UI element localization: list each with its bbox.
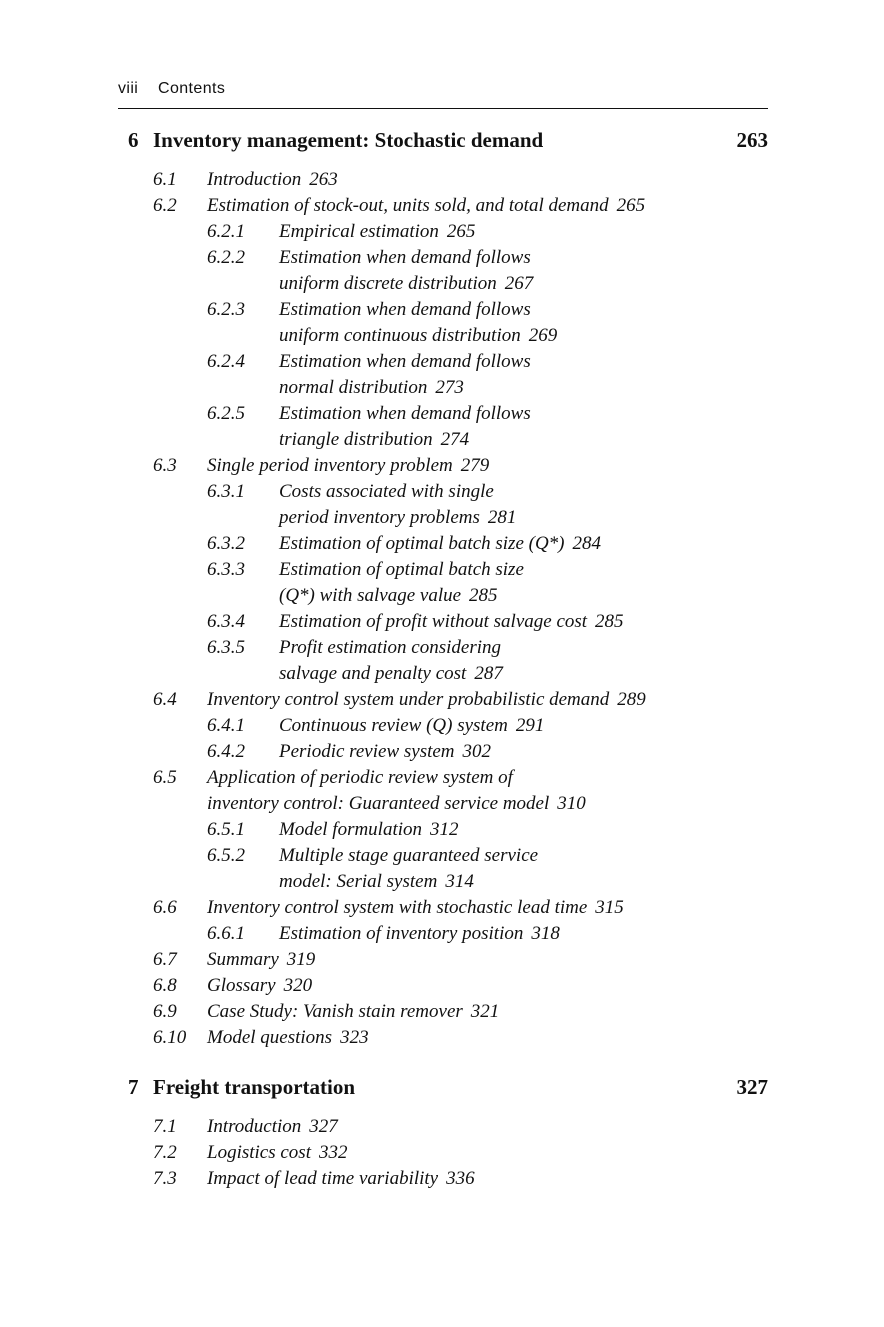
- entry-number: 6.3.2: [207, 533, 245, 554]
- entry-page: 310: [557, 793, 586, 814]
- toc-subentry[interactable]: [207, 219, 245, 245]
- entry-page: 289: [617, 689, 646, 710]
- entry-page: 327: [309, 1116, 338, 1137]
- toc-subentry-title[interactable]: Estimation when demand follows: [279, 299, 531, 320]
- entry-page: 302: [462, 741, 492, 762]
- entry-number: 6.3.5: [207, 637, 245, 658]
- toc-entry-title[interactable]: Estimation of stock-out, units sold, and total demand 265: [207, 195, 646, 216]
- entry-number: 6.3.3: [207, 559, 245, 580]
- chapter-page: 263: [736, 128, 768, 152]
- toc-subentry-title[interactable]: Estimation of profit without salvage cost 285: [279, 611, 624, 632]
- entry-page: 314: [445, 871, 474, 892]
- toc-subentry-title[interactable]: Estimation when demand follows: [279, 403, 531, 424]
- entry-page: 263: [309, 169, 338, 190]
- entry-page: 281: [487, 507, 517, 528]
- entry-page: 285: [595, 611, 624, 632]
- toc-entry-title[interactable]: Impact of lead time variability 336: [207, 1168, 475, 1189]
- entry-page: 315: [595, 897, 624, 918]
- entry-number: 7.3: [153, 1168, 177, 1189]
- entry-page: 319: [286, 949, 316, 970]
- entry-page: 265: [446, 221, 476, 242]
- entry-number: 6.1: [153, 169, 177, 190]
- entry-number: 6.2.2: [207, 247, 245, 268]
- running-head-label: Contents: [158, 80, 226, 97]
- chapter-title: Freight transportation: [153, 1075, 356, 1099]
- entry-page: 320: [283, 975, 313, 996]
- toc-entry[interactable]: [153, 1025, 186, 1051]
- entry-page: 336: [446, 1168, 475, 1189]
- toc-subentry-title[interactable]: Costs associated with single: [279, 481, 494, 502]
- entry-number: 6.2: [153, 195, 177, 216]
- toc-entry-title[interactable]: Application of periodic review system of: [207, 767, 513, 788]
- toc-subentry-title[interactable]: Profit estimation considering: [279, 637, 502, 658]
- entry-number: 6.10: [153, 1027, 187, 1048]
- entry-number: 6.2.5: [207, 403, 245, 424]
- toc-subentry-continuation[interactable]: (Q*) with salvage value 285: [279, 585, 498, 606]
- entry-number: 7.2: [153, 1142, 177, 1163]
- toc-entry-title[interactable]: Introduction 263: [207, 169, 338, 190]
- chapter-number: 7: [128, 1075, 139, 1099]
- entry-number: 6.5.1: [207, 819, 245, 840]
- entry-page: 274: [440, 429, 470, 450]
- entry-page: 265: [616, 195, 646, 216]
- entry-number: 6.4.2: [207, 741, 245, 762]
- entry-page: 279: [460, 455, 490, 476]
- toc-subentry[interactable]: [207, 739, 245, 765]
- toc-entry-title[interactable]: Inventory control system under probabilistic demand 289: [207, 689, 646, 710]
- entry-page: 267: [504, 273, 534, 294]
- toc-entry-title[interactable]: Case Study: Vanish stain remover 321: [207, 1001, 500, 1022]
- entry-page: 284: [572, 533, 602, 554]
- entry-number: 6.8: [153, 975, 177, 996]
- entry-number: 6.3: [153, 455, 177, 476]
- toc-subentry-continuation[interactable]: model: Serial system 314: [279, 871, 474, 892]
- toc-subentry[interactable]: [207, 349, 245, 375]
- entry-number: 6.2.3: [207, 299, 245, 320]
- toc-subentry-title[interactable]: Estimation when demand follows: [279, 247, 531, 268]
- entry-number: 6.6.1: [207, 923, 245, 944]
- entry-number: 6.7: [153, 949, 177, 970]
- toc-entry[interactable]: [153, 193, 177, 219]
- toc-subentry-title[interactable]: Estimation of inventory position 318: [279, 923, 560, 944]
- toc-entry-continuation[interactable]: inventory control: Guaranteed service model 310: [207, 793, 586, 814]
- toc-subentry-title[interactable]: Estimation of optimal batch size (Q*) 284: [279, 533, 602, 554]
- toc-entry-title[interactable]: Summary 319: [207, 949, 316, 970]
- toc-subentry-continuation[interactable]: normal distribution 273: [279, 377, 464, 398]
- entry-number: 6.6: [153, 897, 177, 918]
- entry-page: 321: [470, 1001, 500, 1022]
- entry-page: 269: [528, 325, 558, 346]
- toc-entry[interactable]: [153, 167, 177, 193]
- toc-entry[interactable]: [153, 895, 177, 921]
- toc-entry[interactable]: [153, 1114, 177, 1140]
- toc-subentry[interactable]: [207, 609, 245, 635]
- toc-subentry[interactable]: [207, 401, 245, 427]
- toc-subentry-continuation[interactable]: uniform discrete distribution 267: [279, 273, 534, 294]
- toc-entry-title[interactable]: Single period inventory problem 279: [207, 455, 490, 476]
- entry-page: 285: [469, 585, 498, 606]
- chapter-page: 327: [736, 1075, 768, 1099]
- toc-subentry-continuation[interactable]: uniform continuous distribution 269: [279, 325, 558, 346]
- toc-subentry[interactable]: [207, 843, 245, 869]
- entry-page: 312: [430, 819, 459, 840]
- toc-entry-title[interactable]: Glossary 320: [207, 975, 313, 996]
- entry-page: 332: [318, 1142, 348, 1163]
- toc-entry[interactable]: [153, 765, 177, 791]
- entry-page: 318: [531, 923, 560, 944]
- entry-number: 6.4: [153, 689, 177, 710]
- toc-subentry[interactable]: [207, 531, 245, 557]
- entry-page: 287: [474, 663, 503, 684]
- toc-subentry-title[interactable]: Model formulation 312: [279, 819, 459, 840]
- toc-subentry[interactable]: [207, 557, 245, 583]
- toc-subentry-continuation[interactable]: period inventory problems 281: [279, 507, 517, 528]
- toc-subentry-continuation[interactable]: salvage and penalty cost 287: [279, 663, 503, 684]
- entry-number: 6.3.4: [207, 611, 245, 632]
- entry-number: 7.1: [153, 1116, 177, 1137]
- entry-page: 273: [435, 377, 464, 398]
- toc-subentry-title[interactable]: Continuous review (Q) system 291: [279, 715, 545, 736]
- toc-subentry[interactable]: [207, 713, 245, 739]
- toc-subentry[interactable]: [207, 817, 245, 843]
- entry-number: 6.9: [153, 1001, 177, 1022]
- toc-subentry[interactable]: [207, 297, 245, 323]
- toc-subentry-title[interactable]: Multiple stage guaranteed service: [279, 845, 539, 866]
- entry-number: 6.5.2: [207, 845, 245, 866]
- toc-subentry[interactable]: [207, 921, 245, 947]
- toc-subentry[interactable]: [207, 245, 245, 271]
- chapter-number: 6: [128, 128, 139, 152]
- toc-entry-title[interactable]: Introduction 327: [207, 1116, 338, 1137]
- running-head: [118, 80, 768, 98]
- toc-subentry-continuation[interactable]: triangle distribution 274: [279, 429, 470, 450]
- toc-entry-title[interactable]: Logistics cost 332: [207, 1142, 348, 1163]
- toc-entry[interactable]: [153, 973, 177, 999]
- entry-page: 323: [340, 1027, 369, 1048]
- toc-entry[interactable]: [153, 453, 177, 479]
- toc-subentry-title[interactable]: Periodic review system 302: [279, 741, 492, 762]
- toc-subentry-title[interactable]: Estimation of optimal batch size: [279, 559, 524, 580]
- chapter-title: Inventory management: Stochastic demand: [153, 128, 544, 152]
- header-rule: [118, 108, 768, 109]
- toc-entry[interactable]: [153, 1140, 177, 1166]
- toc-subentry-title[interactable]: Empirical estimation 265: [279, 221, 476, 242]
- toc-entry[interactable]: [153, 687, 177, 713]
- toc-entry-title[interactable]: Model questions 323: [207, 1027, 369, 1048]
- toc-entry[interactable]: [153, 1166, 177, 1192]
- toc-subentry[interactable]: [207, 479, 245, 505]
- toc-entry[interactable]: [153, 947, 177, 973]
- entry-number: 6.5: [153, 767, 177, 788]
- entry-number: 6.2.1: [207, 221, 245, 242]
- page-number: viii: [118, 80, 139, 97]
- entry-number: 6.4.1: [207, 715, 245, 736]
- entry-page: 291: [515, 715, 545, 736]
- entry-number: 6.2.4: [207, 351, 245, 372]
- toc-entry-title[interactable]: Inventory control system with stochastic lead time 315: [207, 897, 624, 918]
- entry-number: 6.3.1: [207, 481, 245, 502]
- toc-entry[interactable]: [153, 999, 177, 1025]
- toc-subentry[interactable]: [207, 635, 245, 661]
- toc-subentry-title[interactable]: Estimation when demand follows: [279, 351, 531, 372]
